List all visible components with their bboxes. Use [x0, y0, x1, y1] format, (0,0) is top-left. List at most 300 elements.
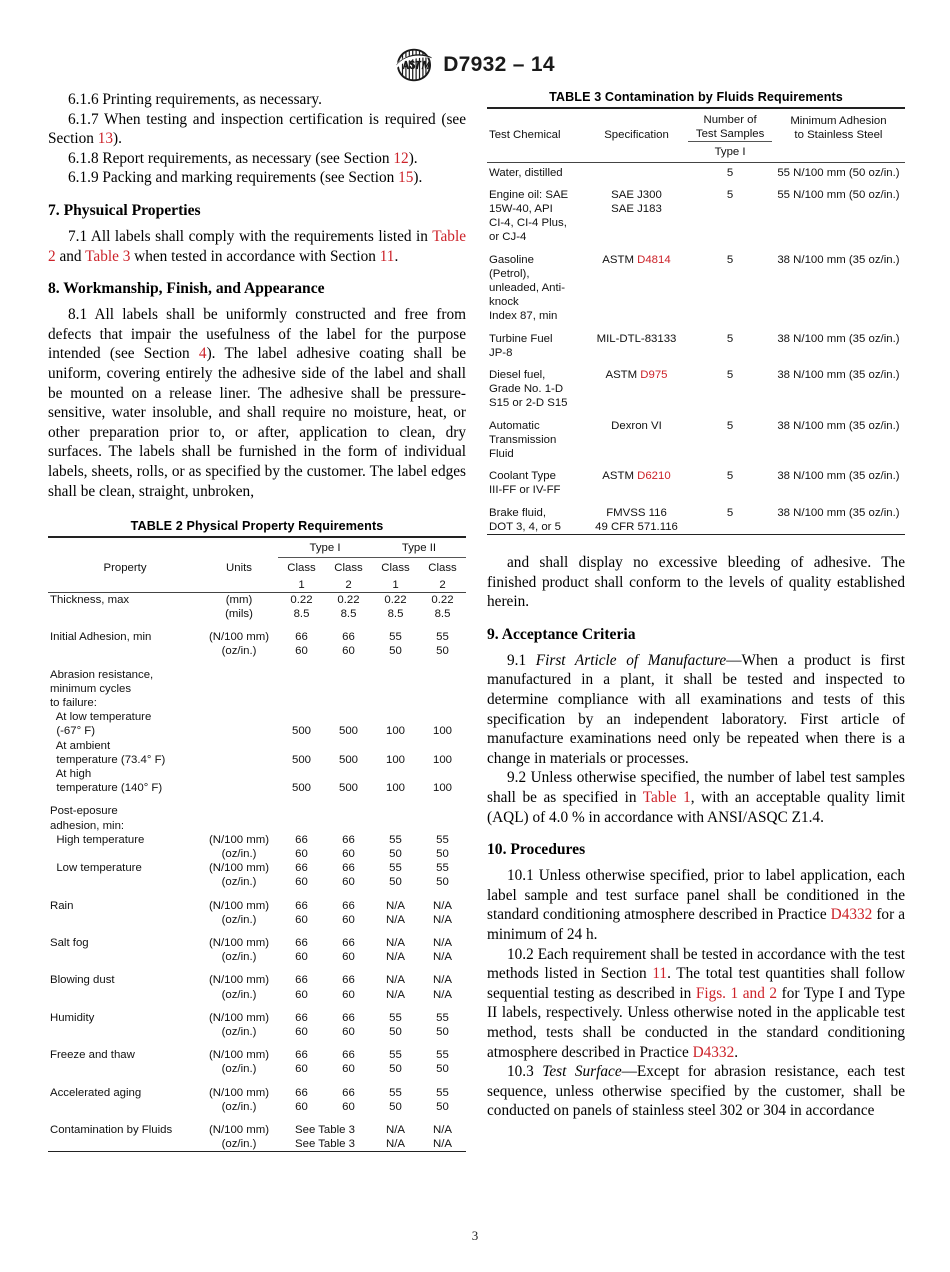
table-cell-specification	[585, 498, 689, 535]
table-row	[48, 1002, 466, 1025]
table-cell-value: N/A	[433, 913, 452, 926]
text-run: and shall display no excessive bleeding of adhesive. The finished product shall conform to the levels of quality established herein.	[487, 554, 905, 611]
table-cell-value: 60	[342, 1100, 355, 1113]
body-paragraph	[487, 768, 905, 827]
table-row	[48, 739, 466, 753]
table-row	[48, 913, 466, 927]
table-cell-value: 55	[389, 631, 402, 644]
table-row	[48, 696, 466, 710]
section-heading: 7. Physuical Properties	[48, 201, 201, 219]
table-row	[48, 767, 466, 781]
right-column-flow	[487, 553, 905, 1121]
table-row	[48, 1025, 466, 1039]
table-cell-samples: 5	[726, 369, 734, 382]
table-cell-value: N/A	[386, 936, 405, 949]
cross-reference[interactable]: Table 1	[642, 789, 691, 807]
table-cell-value: 66	[295, 899, 308, 912]
table-cell-property: High temperature	[50, 833, 145, 846]
t2-blank-prop-2	[48, 578, 200, 593]
table-cell-value: 55	[389, 1086, 402, 1099]
cross-reference[interactable]: 11	[652, 965, 668, 983]
table-cell-value	[278, 795, 325, 818]
table-cell-value	[372, 710, 419, 724]
cell-line: III-FF or IV-FF	[489, 484, 561, 497]
t2-header-units: Units	[226, 561, 252, 574]
t2-header-class-2a-num: 2	[345, 578, 352, 591]
table-cell-value: 50	[389, 645, 402, 658]
table-cell-chemical	[487, 498, 585, 535]
table-cell-property	[48, 950, 200, 964]
table-cell-property	[48, 1062, 200, 1076]
table-cell-value: 50	[436, 1100, 449, 1113]
table-cell-value	[278, 696, 325, 710]
table-3	[487, 107, 905, 535]
cross-reference[interactable]: D4332	[830, 906, 873, 924]
cell-line: 15W-40, API	[489, 203, 553, 216]
cell-line: or CJ-4	[489, 231, 527, 244]
table-cell-value: 60	[342, 1063, 355, 1076]
table-3-typei-row	[487, 144, 905, 162]
page-header	[0, 48, 950, 82]
text-run: for a minimum of 24 h.	[487, 906, 905, 943]
table-2-class-num-row	[48, 578, 466, 593]
table-cell-value: 8.5	[293, 607, 310, 620]
cross-reference[interactable]: D4332	[692, 1043, 735, 1061]
table-cell-property: to failure:	[50, 696, 97, 709]
spacer	[487, 859, 905, 866]
cell-line: Turbine Fuel	[489, 332, 553, 345]
table-cell-specification	[585, 360, 689, 411]
table-cell-property: Blowing dust	[50, 974, 115, 987]
table-row	[48, 710, 466, 724]
cell-line: Diesel fuel,	[489, 369, 546, 382]
table-cell-value: N/A	[386, 913, 405, 926]
table-cell-units	[200, 795, 278, 818]
table-cell-chemical	[487, 411, 585, 462]
table-cell-units: (oz/in.)	[221, 876, 257, 889]
table-cell-value: 0.22	[278, 592, 325, 607]
table-row	[48, 1039, 466, 1062]
t3-header-samples-line2: Test Samples	[688, 127, 772, 142]
table-row	[48, 847, 466, 861]
cell-line: unleaded, Anti-	[489, 282, 565, 295]
table-row	[48, 1137, 466, 1152]
table-cell-value	[372, 739, 419, 753]
cross-reference[interactable]: Table 2	[48, 227, 466, 265]
table-cell-specification	[585, 411, 689, 462]
cross-reference[interactable]: D975	[640, 369, 668, 382]
table-cell-value	[419, 710, 466, 724]
table-cell-value: 66	[342, 862, 355, 875]
spacer	[487, 644, 905, 651]
table-row	[48, 644, 466, 658]
table-cell-value: 60	[295, 1063, 308, 1076]
table-cell-property: adhesion, min:	[50, 819, 125, 832]
table-cell-property: Freeze and thaw	[50, 1049, 135, 1062]
t2-header-class-1a: Class	[287, 562, 316, 575]
text-run: 10.3	[507, 1063, 543, 1081]
text-run: ).	[413, 169, 423, 187]
body-paragraph	[48, 149, 466, 169]
document-designation: D7932 – 14	[443, 53, 555, 76]
table-cell-value: 66	[342, 833, 355, 846]
t2-header-class-1a-num: 1	[298, 578, 305, 591]
table-row	[487, 498, 905, 535]
cross-reference[interactable]: D4814	[637, 253, 671, 266]
table-cell-value: 50	[389, 1100, 402, 1113]
cell-line: JP-8	[489, 346, 513, 359]
table-2-block	[48, 519, 466, 1152]
table-row	[48, 607, 466, 621]
body-paragraph	[487, 1062, 905, 1121]
table-cell-value	[419, 819, 466, 833]
table-cell-span-note: See Table 3	[295, 1124, 355, 1136]
cross-reference[interactable]: 15	[398, 169, 414, 187]
table-cell-value: 60	[295, 645, 308, 658]
table-cell-value: 60	[342, 988, 355, 1001]
table-cell-units	[200, 767, 278, 781]
left-column	[48, 90, 466, 1152]
table-cell-property: Rain	[50, 899, 74, 912]
text-run: 9.2 Unless otherwise specified, the number of label test samples shall be as specified in	[487, 769, 905, 807]
table-row	[48, 964, 466, 987]
text-run: and	[55, 247, 86, 265]
table-cell-specification	[585, 162, 689, 180]
table-cell-value: 55	[436, 1011, 449, 1024]
table-cell-property	[48, 1137, 200, 1152]
table-cell-value	[372, 795, 419, 818]
table-cell-value	[325, 767, 372, 781]
cell-line: DOT 3, 4, or 5	[489, 520, 561, 533]
cross-reference[interactable]: Figs. 1 and 2	[695, 984, 778, 1002]
body-paragraph	[487, 866, 905, 944]
table-cell-property	[48, 875, 200, 889]
cell-line: Gasoline	[489, 253, 534, 266]
table-cell-value: 100	[385, 725, 405, 738]
cell-line	[585, 419, 689, 433]
table-cell-units: (oz/in.)	[200, 1137, 278, 1152]
text-run: Dexron VI	[611, 419, 662, 432]
table-row	[48, 833, 466, 847]
table-cell-value	[419, 795, 466, 818]
table-cell-adhesion: 38 N/100 mm (35 oz/in.)	[777, 419, 900, 432]
table-cell-property: Humidity	[50, 1011, 95, 1024]
t2-blank-units-2	[200, 578, 278, 593]
text-run: SAE J183	[611, 203, 662, 216]
cross-reference[interactable]: 11	[379, 247, 395, 265]
table-cell-value: 66	[342, 1049, 355, 1062]
cell-line: Coolant Type	[489, 470, 556, 483]
t3-blank-spec	[585, 144, 689, 162]
cell-line	[585, 520, 689, 534]
table-cell-adhesion: 38 N/100 mm (35 oz/in.)	[777, 470, 900, 483]
table-cell-property	[48, 988, 200, 1002]
text-run: ). The label adhesive coating shall be uniform, covering entirely the adhesive side of the label and shall be mounted on a release liner. The adhesive shall be pressure-sensitive, water insoluble, and shall require no moisture, heat, or other preparation prior to, or after, application to clean, dry surfaces. The labels shall be furnished in the form of individual labels, sheets, rolls, or as specified by the customer. The label edges shall be clean, straight, unbroken,	[48, 345, 467, 500]
table-cell-value: 50	[389, 876, 402, 889]
table-cell-units: (N/100 mm)	[208, 899, 270, 912]
table-cell-value: 66	[342, 1011, 355, 1024]
cell-line: Brake fluid,	[489, 506, 546, 519]
text-run: 6.1.6 Printing requirements, as necessary.	[68, 91, 322, 108]
table-cell-value: 66	[295, 1011, 308, 1024]
cross-reference[interactable]: 12	[393, 149, 409, 167]
t3-blank-adh	[772, 144, 905, 162]
cell-line	[585, 202, 689, 216]
table-cell-value: N/A	[433, 974, 452, 987]
table-cell-value: 55	[389, 862, 402, 875]
table-3-header-row	[487, 108, 905, 144]
cell-line	[585, 469, 689, 483]
table-cell-value	[325, 739, 372, 753]
table-cell-samples: 5	[726, 470, 734, 483]
table-row	[48, 861, 466, 875]
table-cell-adhesion: 38 N/100 mm (35 oz/in.)	[777, 253, 900, 266]
right-column	[487, 90, 905, 1121]
table-cell-chemical	[487, 360, 585, 411]
table-row	[48, 621, 466, 644]
cross-reference[interactable]: 13	[97, 130, 114, 148]
table-cell-value: 50	[436, 1063, 449, 1076]
table-cell-value: 100	[432, 725, 452, 738]
table-cell-value: 500	[338, 725, 358, 738]
table-row	[48, 950, 466, 964]
text-run: ASTM	[602, 253, 638, 266]
table-row	[487, 324, 905, 360]
table-cell-value: 100	[432, 753, 452, 766]
table-cell-value	[419, 696, 466, 710]
table-cell-units: (oz/in.)	[221, 913, 257, 926]
table-cell-units	[200, 682, 278, 696]
page-number: 3	[471, 1228, 479, 1243]
cell-line: CI-4, CI-4 Plus,	[489, 217, 567, 230]
table-row	[48, 724, 466, 738]
text-run: ).	[408, 149, 418, 167]
spacer	[487, 827, 905, 840]
table-cell-span-note: See Table 3	[278, 1137, 372, 1152]
table-cell-samples: 5	[726, 332, 734, 345]
table-cell-value: N/A	[386, 899, 405, 912]
body-paragraph	[487, 945, 905, 1063]
table-cell-property	[48, 847, 200, 861]
text-run: 8.1 All labels shall be uniformly constructed and free from defects that impair the usefulness of the label for the purpose intended (see Section	[48, 306, 466, 363]
table-2	[48, 536, 466, 1152]
table-row	[487, 360, 905, 411]
text-run: 9.1	[507, 651, 536, 669]
text-run: SAE J300	[611, 188, 662, 201]
table-cell-value	[325, 819, 372, 833]
t3-header-samples	[688, 108, 772, 144]
table-row	[48, 875, 466, 889]
section-heading: 10. Procedures	[487, 841, 586, 859]
table-cell-units: (N/100 mm)	[208, 631, 270, 644]
table-cell-units: (N/100 mm)	[208, 862, 270, 875]
table-cell-value	[278, 739, 325, 753]
table-cell-value: 66	[342, 936, 355, 949]
term-italic: First Article of Manufacture	[535, 651, 727, 669]
table-cell-property: At ambient	[50, 739, 111, 752]
table-cell-value: 55	[436, 1049, 449, 1062]
spacer	[487, 612, 905, 625]
text-run: 6.1.7 When testing and inspection certification is required (see Section	[48, 110, 466, 148]
table-cell-value: 60	[295, 988, 308, 1001]
table-cell-value: 60	[342, 1025, 355, 1038]
t2-header-class-2a: Class	[334, 562, 363, 575]
t2-header-type1: Type I	[278, 537, 372, 558]
table-row	[48, 890, 466, 913]
table-cell-chemical	[487, 245, 585, 324]
t3-header-specification: Specification	[585, 108, 689, 144]
cell-line: Transmission	[489, 433, 557, 446]
body-paragraph	[48, 110, 466, 149]
table-cell-value: N/A	[433, 1124, 452, 1136]
table-cell-chemical	[487, 461, 585, 497]
table-cell-value: 66	[342, 631, 355, 644]
text-run: 7.1 All labels shall comply with the requirements listed in	[68, 227, 433, 245]
table-cell-value: 60	[295, 951, 308, 964]
table-row	[487, 245, 905, 324]
cell-line	[585, 506, 689, 520]
table-2-title: TABLE 2 Physical Property Requirements	[130, 519, 384, 534]
table-cell-value: 66	[295, 974, 308, 987]
t2-blank-units	[200, 537, 278, 558]
table-3-title: TABLE 3 Contamination by Fluids Requirements	[549, 90, 843, 104]
text-run: .	[734, 1043, 739, 1061]
table-cell-value: N/A	[372, 1137, 419, 1152]
table-cell-units	[200, 710, 278, 724]
table-row	[48, 988, 466, 1002]
table-row	[48, 682, 466, 696]
table-2-class-row	[48, 558, 466, 578]
cell-line: Engine oil: SAE	[489, 188, 569, 201]
body-paragraph	[48, 227, 466, 266]
table-cell-value: N/A	[433, 899, 452, 912]
cell-line: Automatic	[489, 419, 540, 432]
cross-reference[interactable]: 4	[198, 345, 207, 363]
table-cell-value: 60	[342, 951, 355, 964]
table-cell-value: 55	[389, 1049, 402, 1062]
cell-line: Fluid	[489, 448, 514, 461]
body-paragraph	[487, 553, 905, 612]
table-cell-value: 55	[389, 833, 402, 846]
table-row	[487, 461, 905, 497]
table-2-head	[48, 537, 466, 592]
table-cell-units: (oz/in.)	[221, 1025, 257, 1038]
table-cell-value: 100	[385, 782, 405, 795]
table-cell-value: 50	[436, 847, 449, 860]
table-cell-value: 50	[389, 1063, 402, 1076]
table-row	[487, 411, 905, 462]
text-run: , with an acceptable quality limit (AQL) of 4.0 % in accordance with ANSI/ASQC Z1.4.	[487, 789, 906, 826]
table-cell-value	[372, 819, 419, 833]
section-heading: 8. Workmanship, Finish, and Appearance	[48, 280, 325, 298]
table-cell-value: N/A	[433, 988, 452, 1001]
text-run: for Type I and Type II labels, respectively. Unless otherwise noted in the applicable test method, tests shall be conducted in the standard conditioning atmosphere described in Practice	[487, 984, 906, 1061]
table-3-block	[487, 90, 905, 535]
cell-line	[585, 188, 689, 202]
cell-line	[585, 332, 689, 346]
table-cell-units: (oz/in.)	[221, 951, 257, 964]
table-cell-value: 55	[436, 862, 449, 875]
t2-header-type2: Type II	[372, 537, 466, 558]
table-cell-property	[48, 913, 200, 927]
table-cell-value	[372, 682, 419, 696]
table-cell-value: 8.5	[387, 607, 404, 620]
table-cell-property: Initial Adhesion, min	[50, 631, 152, 644]
cell-line: (Petrol),	[489, 267, 530, 280]
table-cell-value: 60	[342, 847, 355, 860]
table-cell-value: 50	[436, 1025, 449, 1038]
table-cell-value	[372, 696, 419, 710]
table-cell-units	[200, 753, 278, 767]
table-cell-value: N/A	[386, 951, 405, 964]
cell-line: S15 or 2-D S15	[489, 397, 568, 410]
table-cell-value: 66	[342, 899, 355, 912]
table-cell-value: 50	[389, 1025, 402, 1038]
table-cell-value	[325, 682, 372, 696]
table-row	[487, 162, 905, 180]
table-cell-value	[419, 739, 466, 753]
table-cell-units	[200, 781, 278, 795]
table-cell-chemical	[487, 180, 585, 245]
table-row	[48, 592, 466, 607]
table-cell-value	[419, 659, 466, 682]
table-cell-value: N/A	[386, 988, 405, 1001]
table-cell-units	[200, 659, 278, 682]
body-paragraph	[48, 90, 466, 110]
table-cell-value: N/A	[386, 974, 405, 987]
cross-reference[interactable]: D6210	[637, 470, 671, 483]
text-run: . The total test quantities shall follow sequential testing as described in	[487, 965, 906, 1002]
table-cell-value: 55	[436, 631, 449, 644]
table-row	[48, 753, 466, 767]
table-cell-value	[278, 819, 325, 833]
cell-line	[585, 253, 689, 267]
table-row	[48, 781, 466, 795]
table-cell-value: 66	[295, 936, 308, 949]
table-cell-value: 50	[436, 876, 449, 889]
table-2-type-row	[48, 537, 466, 558]
spacer	[48, 298, 466, 305]
text-run: FMVSS 116	[606, 506, 667, 519]
table-cell-units	[200, 724, 278, 738]
table-cell-value: 60	[295, 913, 308, 926]
text-run: 49 CFR 571.116	[595, 520, 678, 533]
body-paragraph	[487, 651, 905, 769]
t2-header-property: Property	[103, 561, 147, 574]
table-cell-property	[48, 644, 200, 658]
table-cell-property: Post-eposure	[50, 805, 118, 818]
table-cell-specification	[585, 324, 689, 360]
table-cell-value	[419, 767, 466, 781]
table-cell-units: (oz/in.)	[221, 1100, 257, 1113]
t3-header-adhesion-line1: Minimum Adhesion	[790, 115, 887, 127]
table-cell-value: 60	[342, 913, 355, 926]
table-cell-units	[200, 739, 278, 753]
table-row	[48, 795, 466, 818]
table-cell-value: 60	[342, 876, 355, 889]
spacer	[48, 188, 466, 201]
table-cell-value: 8.5	[434, 607, 451, 620]
table-cell-units: (N/100 mm)	[208, 1049, 270, 1062]
table-3-body	[487, 162, 905, 534]
table-cell-value	[325, 696, 372, 710]
cross-reference[interactable]: Table 3	[85, 247, 131, 265]
t3-header-samples-line1: Number of	[703, 114, 757, 126]
table-cell-adhesion: 55 N/100 mm (50 oz/in.)	[777, 188, 900, 201]
table-cell-value: 50	[436, 645, 449, 658]
table-cell-property: Thickness, max	[48, 592, 200, 607]
table-cell-value: 50	[389, 847, 402, 860]
